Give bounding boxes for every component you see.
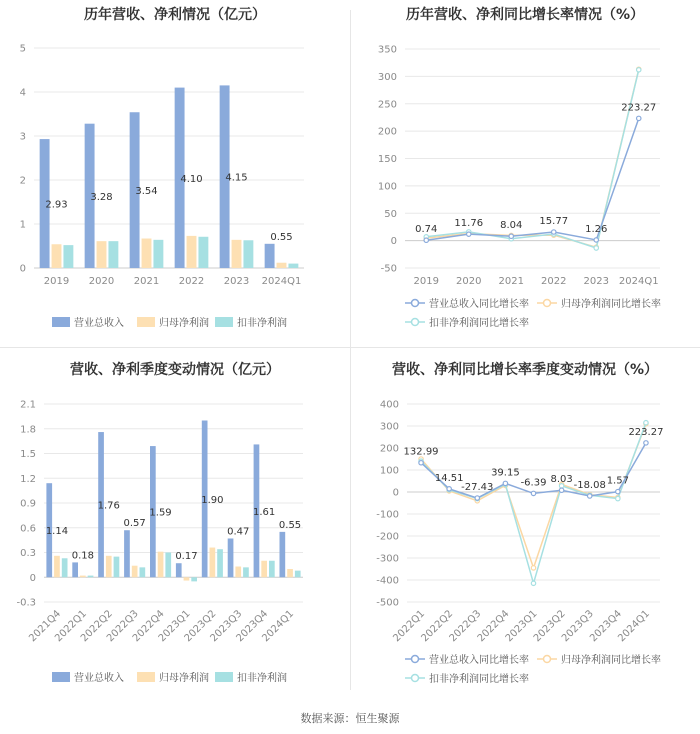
- bar-归母净利润-2023Q2: [210, 548, 216, 578]
- legend-item[interactable]: [52, 316, 124, 329]
- point-归母净利润同比增长率-2023Q1: [531, 566, 535, 570]
- x-tick-label: 2021: [133, 276, 160, 287]
- y-tick-label: 250: [377, 99, 397, 111]
- data-label: 0.55: [270, 231, 293, 243]
- chart-3: [16, 400, 303, 685]
- data-label: 39.15: [491, 467, 520, 479]
- y-tick-label: 5: [19, 43, 26, 55]
- data-label: -6.39: [520, 477, 547, 489]
- legend-marker: [412, 319, 419, 326]
- y-tick-label: 0: [392, 487, 399, 499]
- bar-营业总收入-2024Q1: [265, 244, 275, 268]
- legend-item[interactable]: [537, 653, 661, 666]
- y-tick-label: 300: [377, 71, 397, 83]
- x-tick-label: 2024Q1: [260, 608, 297, 645]
- legend-label: 扣非净利润同比增长率: [429, 674, 529, 685]
- bar-归母净利润-2023: [232, 240, 242, 268]
- x-tick-label: 2022Q1: [53, 608, 89, 645]
- data-label: 223.27: [621, 102, 657, 114]
- bar-扣非净利润-2023Q1: [191, 577, 197, 581]
- point-营业总收入同比增长率-2023Q2: [559, 488, 563, 492]
- bar-归母净利润-2022Q3: [132, 566, 138, 578]
- bar-扣非净利润-2022Q2: [114, 557, 120, 578]
- y-tick-label: 1: [19, 219, 26, 231]
- bar-扣非净利润-2023Q2: [217, 549, 223, 577]
- data-label: 0.55: [278, 519, 302, 531]
- point-营业总收入同比增长率-2022: [552, 230, 556, 234]
- x-tick-label: 2022: [541, 276, 567, 287]
- legend-label: 营业总收入同比增长率: [429, 655, 529, 666]
- legend-item[interactable]: [405, 297, 529, 310]
- point-营业总收入同比增长率-2023Q3: [588, 494, 592, 498]
- bar-扣非净利润-2022Q1: [88, 576, 94, 578]
- legend-label: 归母净利润同比增长率: [561, 655, 661, 666]
- legend-item[interactable]: [405, 653, 529, 666]
- bar-营业总收入-2023Q1: [176, 563, 182, 577]
- chart-4: [376, 400, 663, 686]
- y-tick-label: 100: [377, 181, 397, 193]
- legend-label: 营业总收入同比增长率: [429, 299, 529, 310]
- point-营业总收入同比增长率-2024Q1: [644, 441, 648, 445]
- legend-label: 归母净利润: [159, 318, 209, 329]
- legend-item[interactable]: [405, 316, 529, 329]
- data-label: 0.17: [175, 551, 198, 563]
- bar-扣非净利润-2021: [153, 240, 163, 268]
- bar-归母净利润-2021: [142, 239, 152, 268]
- y-tick-label: -500: [376, 597, 399, 609]
- data-label: 1.90: [201, 494, 224, 506]
- x-tick-label: 2022Q1: [391, 608, 428, 645]
- bar-扣非净利润-2024Q1: [295, 571, 301, 578]
- x-tick-label: 2020: [88, 276, 115, 287]
- y-tick-label: 400: [379, 399, 399, 411]
- legend-item[interactable]: [52, 671, 124, 684]
- y-tick-label: 0.3: [20, 548, 36, 559]
- bar-扣非净利润-2019: [63, 245, 73, 268]
- data-label: 0.74: [415, 224, 438, 236]
- data-label: 0.47: [227, 526, 250, 538]
- bar-扣非净利润-2023Q4: [269, 561, 275, 578]
- chart3-title: 营收、净利季度变动情况（亿元）: [70, 362, 280, 378]
- y-tick-label: -50: [380, 263, 397, 275]
- x-tick-label: 2022Q3: [447, 608, 484, 645]
- x-tick-label: 2022Q4: [130, 608, 167, 645]
- x-tick-label: 2021Q4: [27, 608, 64, 645]
- x-tick-label: 2022Q2: [419, 608, 456, 645]
- bar-扣非净利润-2022: [198, 237, 208, 268]
- data-label: 1.14: [45, 526, 69, 538]
- y-tick-label: 1.2: [20, 473, 36, 485]
- point-营业总收入同比增长率-2021: [509, 234, 513, 238]
- legend-swatch: [137, 317, 155, 327]
- point-营业总收入同比增长率-2023Q4: [616, 489, 620, 493]
- x-tick-label: 2023Q1: [156, 608, 193, 645]
- x-tick-label: 2021: [498, 276, 524, 287]
- legend-swatch: [215, 317, 233, 327]
- legend-marker: [412, 300, 419, 307]
- bar-归母净利润-2023Q4: [261, 561, 267, 578]
- x-tick-label: 2022Q3: [104, 608, 141, 645]
- bar-扣非净利润-2020: [108, 241, 118, 268]
- x-tick-label: 2023Q2: [182, 608, 219, 645]
- data-label: 132.99: [403, 446, 439, 458]
- point-营业总收入同比增长率-2023: [594, 238, 598, 242]
- bar-归母净利润-2022Q4: [158, 552, 164, 578]
- data-label: 3.28: [90, 191, 113, 203]
- x-tick-label: 2023Q2: [531, 608, 568, 645]
- x-tick-label: 2020: [456, 276, 482, 287]
- bar-归母净利润-2019: [52, 244, 62, 268]
- x-tick-label: 2023: [583, 276, 609, 287]
- data-label: 14.51: [434, 472, 464, 484]
- data-label: 3.54: [135, 186, 158, 198]
- point-营业总收入同比增长率-2024Q1: [637, 116, 641, 120]
- data-source: 数据来源：恒生聚源: [300, 712, 400, 725]
- y-tick-label: 2: [19, 175, 26, 187]
- x-tick-label: 2022Q2: [79, 608, 115, 645]
- legend-item[interactable]: [137, 671, 209, 684]
- data-label: -18.08: [573, 479, 606, 491]
- y-tick-label: -300: [376, 553, 399, 565]
- x-tick-label: 2023Q3: [208, 608, 245, 645]
- bar-归母净利润-2023Q1: [184, 577, 190, 580]
- legend-marker: [412, 675, 419, 682]
- bar-扣非净利润-2023: [243, 240, 253, 268]
- bar-营业总收入-2024Q1: [280, 532, 286, 577]
- y-tick-label: 0.6: [20, 523, 36, 535]
- point-营业总收入同比增长率-2023Q1: [531, 491, 535, 495]
- data-label: 1.26: [585, 223, 608, 235]
- bar-归母净利润-2022Q1: [80, 576, 86, 578]
- legend-marker: [544, 656, 551, 663]
- legend-marker: [544, 300, 551, 307]
- y-tick-label: 300: [379, 421, 399, 433]
- x-tick-label: 2019: [43, 276, 70, 287]
- y-tick-label: 4: [19, 87, 26, 99]
- point-扣非净利润同比增长率-2023: [594, 246, 598, 250]
- y-tick-label: -0.3: [16, 597, 36, 609]
- chart1-title: 历年营收、净利情况（亿元）: [84, 7, 266, 23]
- legend-swatch: [137, 672, 155, 682]
- legend-item[interactable]: [405, 672, 529, 685]
- y-tick-label: 200: [377, 126, 397, 138]
- data-label: 1.59: [149, 507, 172, 519]
- x-tick-label: 2023Q4: [234, 608, 271, 645]
- point-营业总收入同比增长率-2022Q2: [447, 487, 451, 491]
- point-扣非净利润同比增长率-2023Q4: [616, 496, 620, 500]
- legend-label: 扣非净利润: [237, 673, 287, 684]
- x-tick-label: 2023Q3: [560, 608, 596, 645]
- legend-label: 扣非净利润同比增长率: [429, 318, 529, 329]
- data-label: 8.03: [550, 474, 573, 486]
- line-扣非净利润同比增长率: [421, 423, 646, 584]
- bar-归母净利润-2022Q2: [106, 556, 112, 577]
- data-label: 15.77: [539, 215, 569, 227]
- data-label: 2.93: [45, 199, 68, 211]
- data-label: 1.61: [253, 506, 276, 518]
- legend-item[interactable]: [215, 671, 287, 684]
- legend-label: 营业总收入: [74, 673, 124, 684]
- x-tick-label: 2023Q1: [503, 608, 540, 645]
- y-tick-label: 1.8: [20, 424, 36, 436]
- legend-swatch: [52, 672, 70, 682]
- legend-swatch: [52, 317, 70, 327]
- legend-item[interactable]: [137, 316, 209, 329]
- chart-1: [20, 44, 304, 330]
- x-tick-label: 2024Q1: [261, 276, 302, 287]
- y-tick-label: 3: [19, 131, 26, 143]
- bar-营业总收入-2022Q1: [72, 562, 78, 577]
- y-tick-label: -100: [376, 509, 399, 521]
- y-tick-label: 0: [29, 572, 36, 584]
- x-tick-label: 2019: [413, 276, 439, 287]
- data-label: 0.57: [123, 518, 146, 530]
- y-tick-label: -200: [376, 531, 399, 543]
- bar-归母净利润-2024Q1: [287, 569, 293, 577]
- point-营业总收入同比增长率-2020: [467, 232, 471, 236]
- data-label: 1.57: [606, 475, 629, 487]
- bar-扣非净利润-2023Q3: [243, 567, 249, 577]
- legend-item[interactable]: [537, 297, 661, 310]
- x-tick-label: 2024Q1: [618, 276, 659, 287]
- data-label: 11.76: [454, 218, 484, 230]
- x-tick-label: 2022Q4: [475, 608, 512, 645]
- bar-归母净利润-2022: [187, 236, 197, 268]
- bar-扣非净利润-2024Q1: [288, 264, 298, 268]
- x-tick-label: 2023: [223, 276, 250, 287]
- y-tick-label: 2.1: [20, 399, 36, 411]
- data-label: 0.18: [71, 550, 94, 562]
- chart2-title: 历年营收、净利同比增长率情况（%）: [405, 7, 645, 23]
- x-tick-label: 2024Q1: [616, 608, 653, 645]
- x-tick-label: 2023Q4: [588, 608, 624, 645]
- bar-营业总收入-2022Q3: [124, 530, 130, 577]
- bar-营业总收入-2023Q3: [228, 538, 234, 577]
- point-扣非净利润同比增长率-2024Q1: [637, 68, 641, 72]
- bar-扣非净利润-2021Q4: [62, 558, 68, 577]
- legend-marker: [412, 656, 419, 663]
- y-tick-label: 100: [379, 465, 399, 477]
- point-扣非净利润同比增长率-2024Q1: [644, 421, 648, 425]
- bar-归母净利润-2023Q3: [235, 567, 241, 578]
- y-tick-label: 0: [19, 263, 26, 275]
- data-label: 4.15: [225, 172, 248, 184]
- legend-label: 归母净利润: [159, 673, 209, 684]
- y-tick-label: 200: [379, 443, 399, 455]
- legend-label: 归母净利润同比增长率: [561, 299, 661, 310]
- legend-swatch: [215, 672, 233, 682]
- data-label: -27.43: [461, 482, 494, 494]
- y-tick-label: 1.5: [20, 449, 36, 460]
- y-tick-label: -400: [376, 575, 399, 587]
- legend-label: 营业总收入: [74, 318, 124, 329]
- legend-label: 扣非净利润: [237, 318, 287, 329]
- data-label: 223.27: [628, 426, 664, 438]
- point-营业总收入同比增长率-2022Q4: [503, 481, 507, 485]
- legend-item[interactable]: [215, 316, 287, 329]
- bar-归母净利润-2024Q1: [277, 263, 287, 268]
- bar-归母净利润-2021Q4: [54, 556, 60, 577]
- data-label: 4.10: [180, 173, 203, 185]
- y-tick-label: 350: [377, 44, 397, 56]
- point-营业总收入同比增长率-2019: [424, 238, 428, 242]
- chart-2: [378, 45, 661, 330]
- data-label: 8.04: [500, 220, 523, 232]
- bar-扣非净利润-2022Q3: [139, 567, 145, 577]
- bar-扣非净利润-2022Q4: [165, 553, 171, 578]
- data-label: 1.76: [97, 500, 120, 512]
- y-tick-label: 150: [377, 154, 397, 165]
- x-tick-label: 2022: [178, 276, 205, 287]
- y-tick-label: 0: [390, 236, 397, 248]
- y-tick-label: 0.9: [20, 498, 36, 510]
- point-营业总收入同比增长率-2022Q3: [475, 496, 479, 500]
- bar-归母净利润-2020: [97, 241, 107, 268]
- point-营业总收入同比增长率-2022Q1: [419, 461, 423, 465]
- point-扣非净利润同比增长率-2023Q1: [531, 581, 535, 585]
- y-tick-label: 50: [384, 208, 397, 220]
- chart4-title: 营收、净利同比增长率季度变动情况（%）: [391, 362, 659, 378]
